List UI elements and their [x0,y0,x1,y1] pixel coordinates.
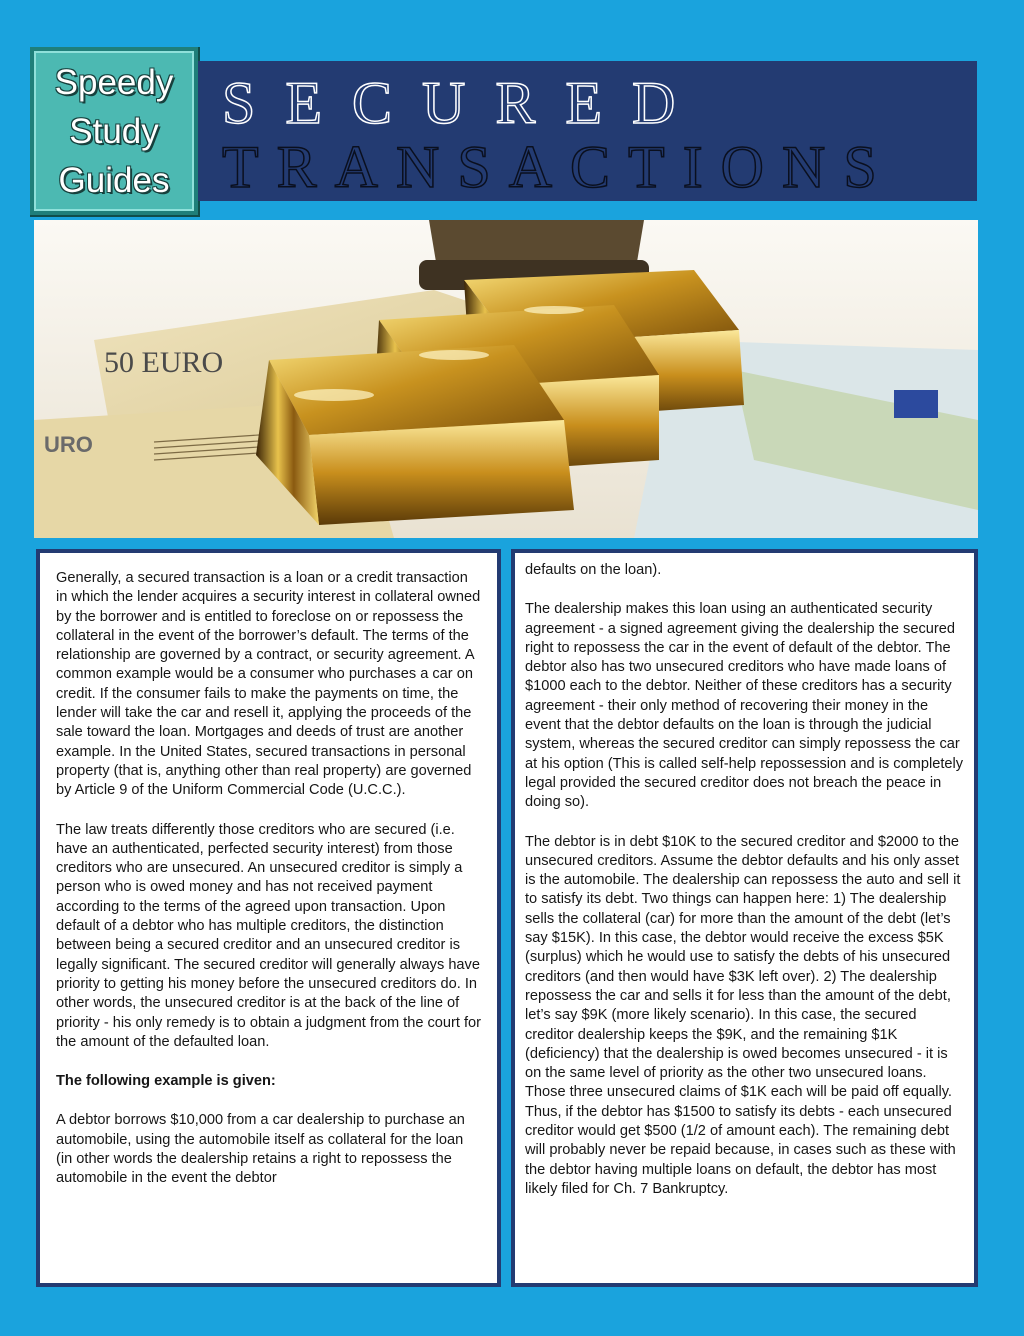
gold-bars-illustration [34,220,978,538]
title-secured: SECURED [222,70,706,136]
logo-line-guides: Guides [58,160,170,200]
example-heading: The following example is given: [56,1073,276,1090]
eu-flag [894,390,938,418]
speedy-study-guides-logo [30,47,200,217]
paragraph-example-continued: defaults on the loan). [525,562,662,578]
logo-badge [34,51,194,211]
paragraph-default-scenario: The debtor is in debt $10K to the secured creditor and $2000 to the unsecured creditors. Assume the debtor defaults and his only asset is the automobile. The dealership can repossess the auto and sell it to satisfy its debt. Two things can happen here: 1) The dealership sells the collateral (car) for more than the amount of the debt (let’s say $15K). In this case, the debtor would receive the excess $5K (surplus) which he would use to satisfy the debts of his unsecured creditors (and then would have $3K left over). 2) The dealership repossess the car and sells it for less than the amount of the debt, let’s say $9K (more likely scenario). In this case, the secured creditor dealership keeps the $9K, and the remaining $1K (deficiency) that the dealership is owed becomes unsecured - it is on the same level of priority as the other two unsecured loans. Those three unsecured claims of $1K each will be paid off equally. Thus, if the debtor has $1500 to satisfy its debts - each unsecured creditor would get $500 (1/2 of amount each). The remaining debt will probably never be repaid because, in cases such as these with the debtor having multiple loans on default, the debtor has most likely filed for Ch. 7 Bankruptcy. [525,833,961,1197]
paragraph-security-agreement: The dealership makes this loan using an authenticated security agreement - a signed agreement giving the dealership the secured right to repossess the car in the event of default of the debtor. The debtor also has two unsecured creditors who have made loans of $1000 each to the debtor. Neither of these creditors has a security agreement - their only method of recovering their money in the event that the debtor defaults on the loan is through the judicial system, whereas the secured creditor can simply repossess the car at his option (This is called self-help repossession and is completely legal provided the secured creditor does not breach the peace in doing so). [525,601,964,811]
gold-bars-photo [34,220,978,538]
title-transactions: TRANSACTIONS [222,134,895,200]
title-banner [198,61,977,201]
note-label-euro: URO [44,432,93,457]
left-text-column [36,549,501,1287]
right-text-column [511,549,978,1287]
paragraph-definition: Generally, a secured transaction is a loan or a credit transaction in which the lender acquires a security interest in collateral owned by the borrower and is entitled to foreclose on or repossess the collateral in the event of the borrower’s default. The terms of the relationship are governed by a contract, or security agreement. A common example would be a consumer who purchases a car on credit. If the consumer fails to make the payments on time, the lender will take the car and resell it, applying the proceeds of the sale toward the loan. Mortgages and deeds of trust are another example. In the United States, secured transactions in personal property (that is, anything other than real property) are governed by Article 9 of the Uniform Commercial Code (U.C.C.). [56,570,481,799]
paragraph-creditors: The law treats differently those creditors who are secured (i.e. have an authenticated, perfected security interest) from those creditors who are unsecured. An unsecured creditor is simply a person who is owed money and has not received payment according to the terms of the agreed upon transaction. Upon default of a debtor who has multiple creditors, the distinction between being a secured creditor and an unsecured creditor is legally significant. The secured creditor will generally always have priority to getting his money before the unsecured creditors do. In other words, the unsecured creditor is at the back of the line of priority - his only remedy is to obtain a judgment from the court for the amount of the defaulted loan. [56,821,482,1050]
paragraph-example-start: A debtor borrows $10,000 from a car dealership to purchase an automobile, using the automobile itself as collateral for the loan (in other words the dealership retains a right to repossess the automobile in the event the debtor [56,1112,465,1187]
note-label-50: 50 EURO [104,346,224,379]
logo-line-study: Study [69,111,159,151]
logo-line-speedy: Speedy [54,62,174,102]
